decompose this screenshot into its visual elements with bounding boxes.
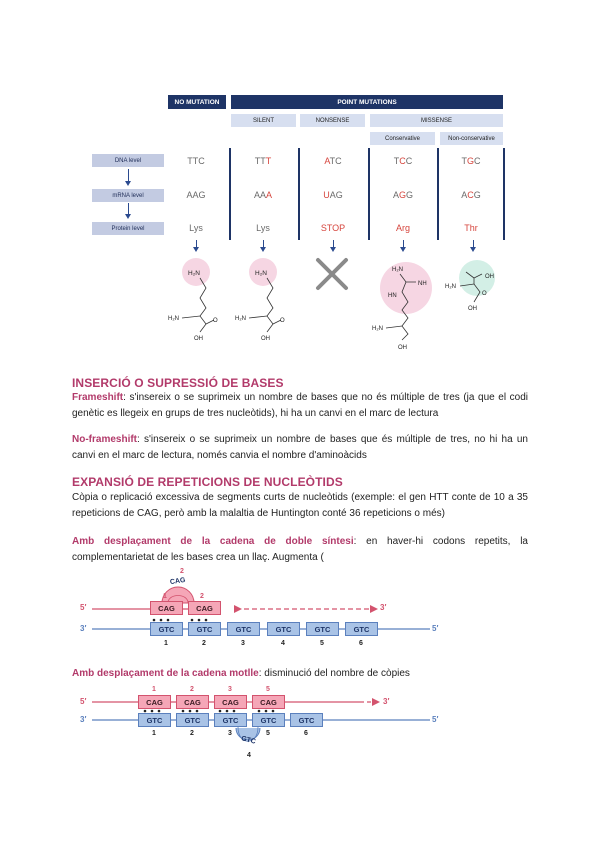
template-strand-paragraph (72, 666, 528, 682)
dna-codon: ATC (324, 156, 342, 166)
five-prime-label: 5′ (432, 715, 439, 724)
amino-acid: Arg (395, 223, 410, 233)
five-prime-label: 5′ (432, 624, 439, 633)
repeat-number: 1 (152, 686, 156, 693)
three-prime-label: 3′ (380, 603, 387, 612)
oxygen-label: O (482, 291, 487, 297)
repeat-number: 1 (163, 593, 167, 600)
repeat-number: 3 (228, 686, 232, 693)
three-prime-label: 3′ (80, 624, 87, 633)
cag-codon: CAG (188, 601, 221, 615)
hydroxyl-label: OH (485, 274, 494, 280)
hydrogen-bond-dots (144, 710, 275, 713)
dna-level-label: DNA level (92, 154, 164, 167)
mrna-codon: UAG (323, 190, 343, 200)
dna-codon: TTT (254, 156, 272, 166)
down-arrow-icon (403, 240, 404, 248)
section-title-expansion: EXPANSIÓ DE REPETICIONS DE NUCLEÒTIDS (72, 475, 343, 489)
level-arrow-icon (128, 169, 129, 182)
daughter-strand-paragraph (72, 534, 528, 566)
codon-number: 2 (190, 730, 194, 737)
cag-codon: CAG (252, 695, 285, 709)
hydrogen-bond-dots (153, 619, 208, 622)
oxygen-label: O (280, 318, 285, 324)
mrna-codon: ACG (461, 190, 481, 200)
codon-number: 6 (304, 730, 308, 737)
cag-codon: CAG (150, 601, 183, 615)
missense-header: MISSENSE (370, 114, 503, 127)
gtc-codon: GTC (290, 713, 323, 727)
gtc-codon: GTC (227, 622, 260, 636)
arginine-structure (372, 262, 432, 351)
amino-acid: Lys (189, 223, 203, 233)
amino-acid: Thr (464, 223, 478, 233)
template-strand-term: Amb desplaçament de la cadena motlle (72, 668, 259, 679)
mrna-codon: AAG (186, 190, 206, 200)
codon-number: 3 (228, 730, 232, 737)
cag-codon: CAG (214, 695, 247, 709)
frameshift-paragraph (72, 390, 528, 422)
loop-codon: CAG (169, 576, 186, 587)
gtc-codon: GTC (306, 622, 339, 636)
section-title-insertion: INSERCIÓ O SUPRESSIÓ DE BASES (72, 376, 284, 390)
conservative-header: Conservative (370, 132, 435, 145)
template-strand-definition: : disminució del nombre de còpies (258, 668, 410, 679)
three-prime-label: 3′ (383, 697, 390, 706)
hydroxyl-label: OH (468, 306, 477, 312)
amine-label: H₂N (372, 326, 383, 332)
amino-acid-structures (160, 252, 510, 352)
silent-header: SILENT (231, 114, 296, 127)
mrna-codon: AAA (253, 190, 273, 200)
no-mutation-header: NO MUTATION (168, 95, 226, 109)
oxygen-label: O (213, 318, 218, 324)
dna-codon: TGC (461, 156, 481, 166)
amine-label: HN (388, 293, 397, 299)
amine-label: H₂N (255, 270, 267, 277)
expansion-intro: Còpia o replicació excessiva de segments curts de nucleòtids (exemple: el gen HTT conte de 10 a 35 repeticions de CAG, però amb la malaltia de Huntington conté 36 repeticions o més) (72, 492, 528, 519)
codon-number: 4 (281, 640, 285, 647)
codon-number: 5 (320, 640, 324, 647)
amine-label: H₂N (168, 316, 179, 322)
non-conservative-header: Non-conservative (440, 132, 503, 145)
level-arrow-icon (128, 203, 129, 215)
dna-codon: TCC (393, 156, 413, 166)
loop-number: 2 (180, 568, 184, 575)
three-prime-label: 3′ (80, 715, 87, 724)
nonsense-header: NONSENSE (300, 114, 365, 127)
repeat-number: 2 (200, 593, 204, 600)
noframeshift-definition: : s'insereix o se suprimeix un nombre de bases que és múltiple de tres, no hi ha un canvi en el marc de lectura, només canvia el nombre d'aminoàcids (72, 434, 528, 461)
down-arrow-icon (196, 240, 197, 248)
point-mutations-header: POINT MUTATIONS (231, 95, 503, 109)
stop-cross-icon (318, 260, 346, 288)
lysine-structure-2 (235, 258, 285, 342)
gtc-codon: GTC (345, 622, 378, 636)
threonine-structure (445, 260, 495, 312)
down-arrow-icon (263, 240, 264, 248)
codon-number: 6 (359, 640, 363, 647)
down-arrow-icon (333, 240, 334, 248)
codon-number: 2 (202, 640, 206, 647)
gtc-codon: GTC (188, 622, 221, 636)
amine-label: H₂N (188, 270, 200, 277)
mrna-level-label: mRNA level (92, 189, 164, 202)
repeat-number: 2 (190, 686, 194, 693)
codon-number: 1 (152, 730, 156, 737)
gtc-codon: GTC (176, 713, 209, 727)
five-prime-label: 5′ (80, 603, 87, 612)
amine-label: H₂N (445, 284, 456, 290)
down-arrow-icon (473, 240, 474, 248)
gtc-codon: GTC (267, 622, 300, 636)
gtc-codon: GTC (150, 622, 183, 636)
codon-number: 3 (241, 640, 245, 647)
repeat-number: 5 (266, 686, 270, 693)
codon-number: 4 (247, 752, 251, 759)
mrna-codon: AGG (392, 190, 414, 200)
gtc-codon: GTC (138, 713, 171, 727)
protein-level-label: Protein level (92, 222, 164, 235)
five-prime-label: 5′ (80, 697, 87, 706)
cag-codon: CAG (176, 695, 209, 709)
daughter-strand-term: Amb desplaçament de la cadena de doble síntesi (72, 536, 354, 547)
noframeshift-term: No-frameshift (72, 434, 138, 445)
hydroxyl-label: OH (261, 336, 270, 342)
gtc-codon: GTC (252, 713, 285, 727)
gtc-codon: GTC (214, 713, 247, 727)
dna-codon: TTC (187, 156, 205, 166)
codon-number: 1 (164, 640, 168, 647)
lysine-structure-1 (168, 258, 218, 342)
imine-label: NH (418, 281, 427, 287)
frameshift-term: Frameshift (72, 392, 124, 403)
frameshift-definition: : s'insereix o se suprimeix un nombre de bases que no és múltiple de tres (ja que el codi genètic es llegeix en grups de tres nucleòtids), hi ha un canvi en el marc de lectura (72, 392, 528, 419)
noframeshift-paragraph (72, 432, 528, 464)
amino-acid: STOP (320, 223, 346, 233)
amine-label: H₂N (392, 267, 403, 273)
hydroxyl-label: OH (398, 345, 407, 351)
amine-label: H₂N (235, 316, 246, 322)
loop-codon: GTC (240, 735, 257, 746)
daughter-strand-definition: : en haver-hi codons repetits, la complementarietat de les bases crea un llaç. Augmenta ( (72, 536, 528, 563)
amino-acid: Lys (256, 223, 270, 233)
cag-codon: CAG (138, 695, 171, 709)
codon-number: 5 (266, 730, 270, 737)
hydroxyl-label: OH (194, 336, 203, 342)
